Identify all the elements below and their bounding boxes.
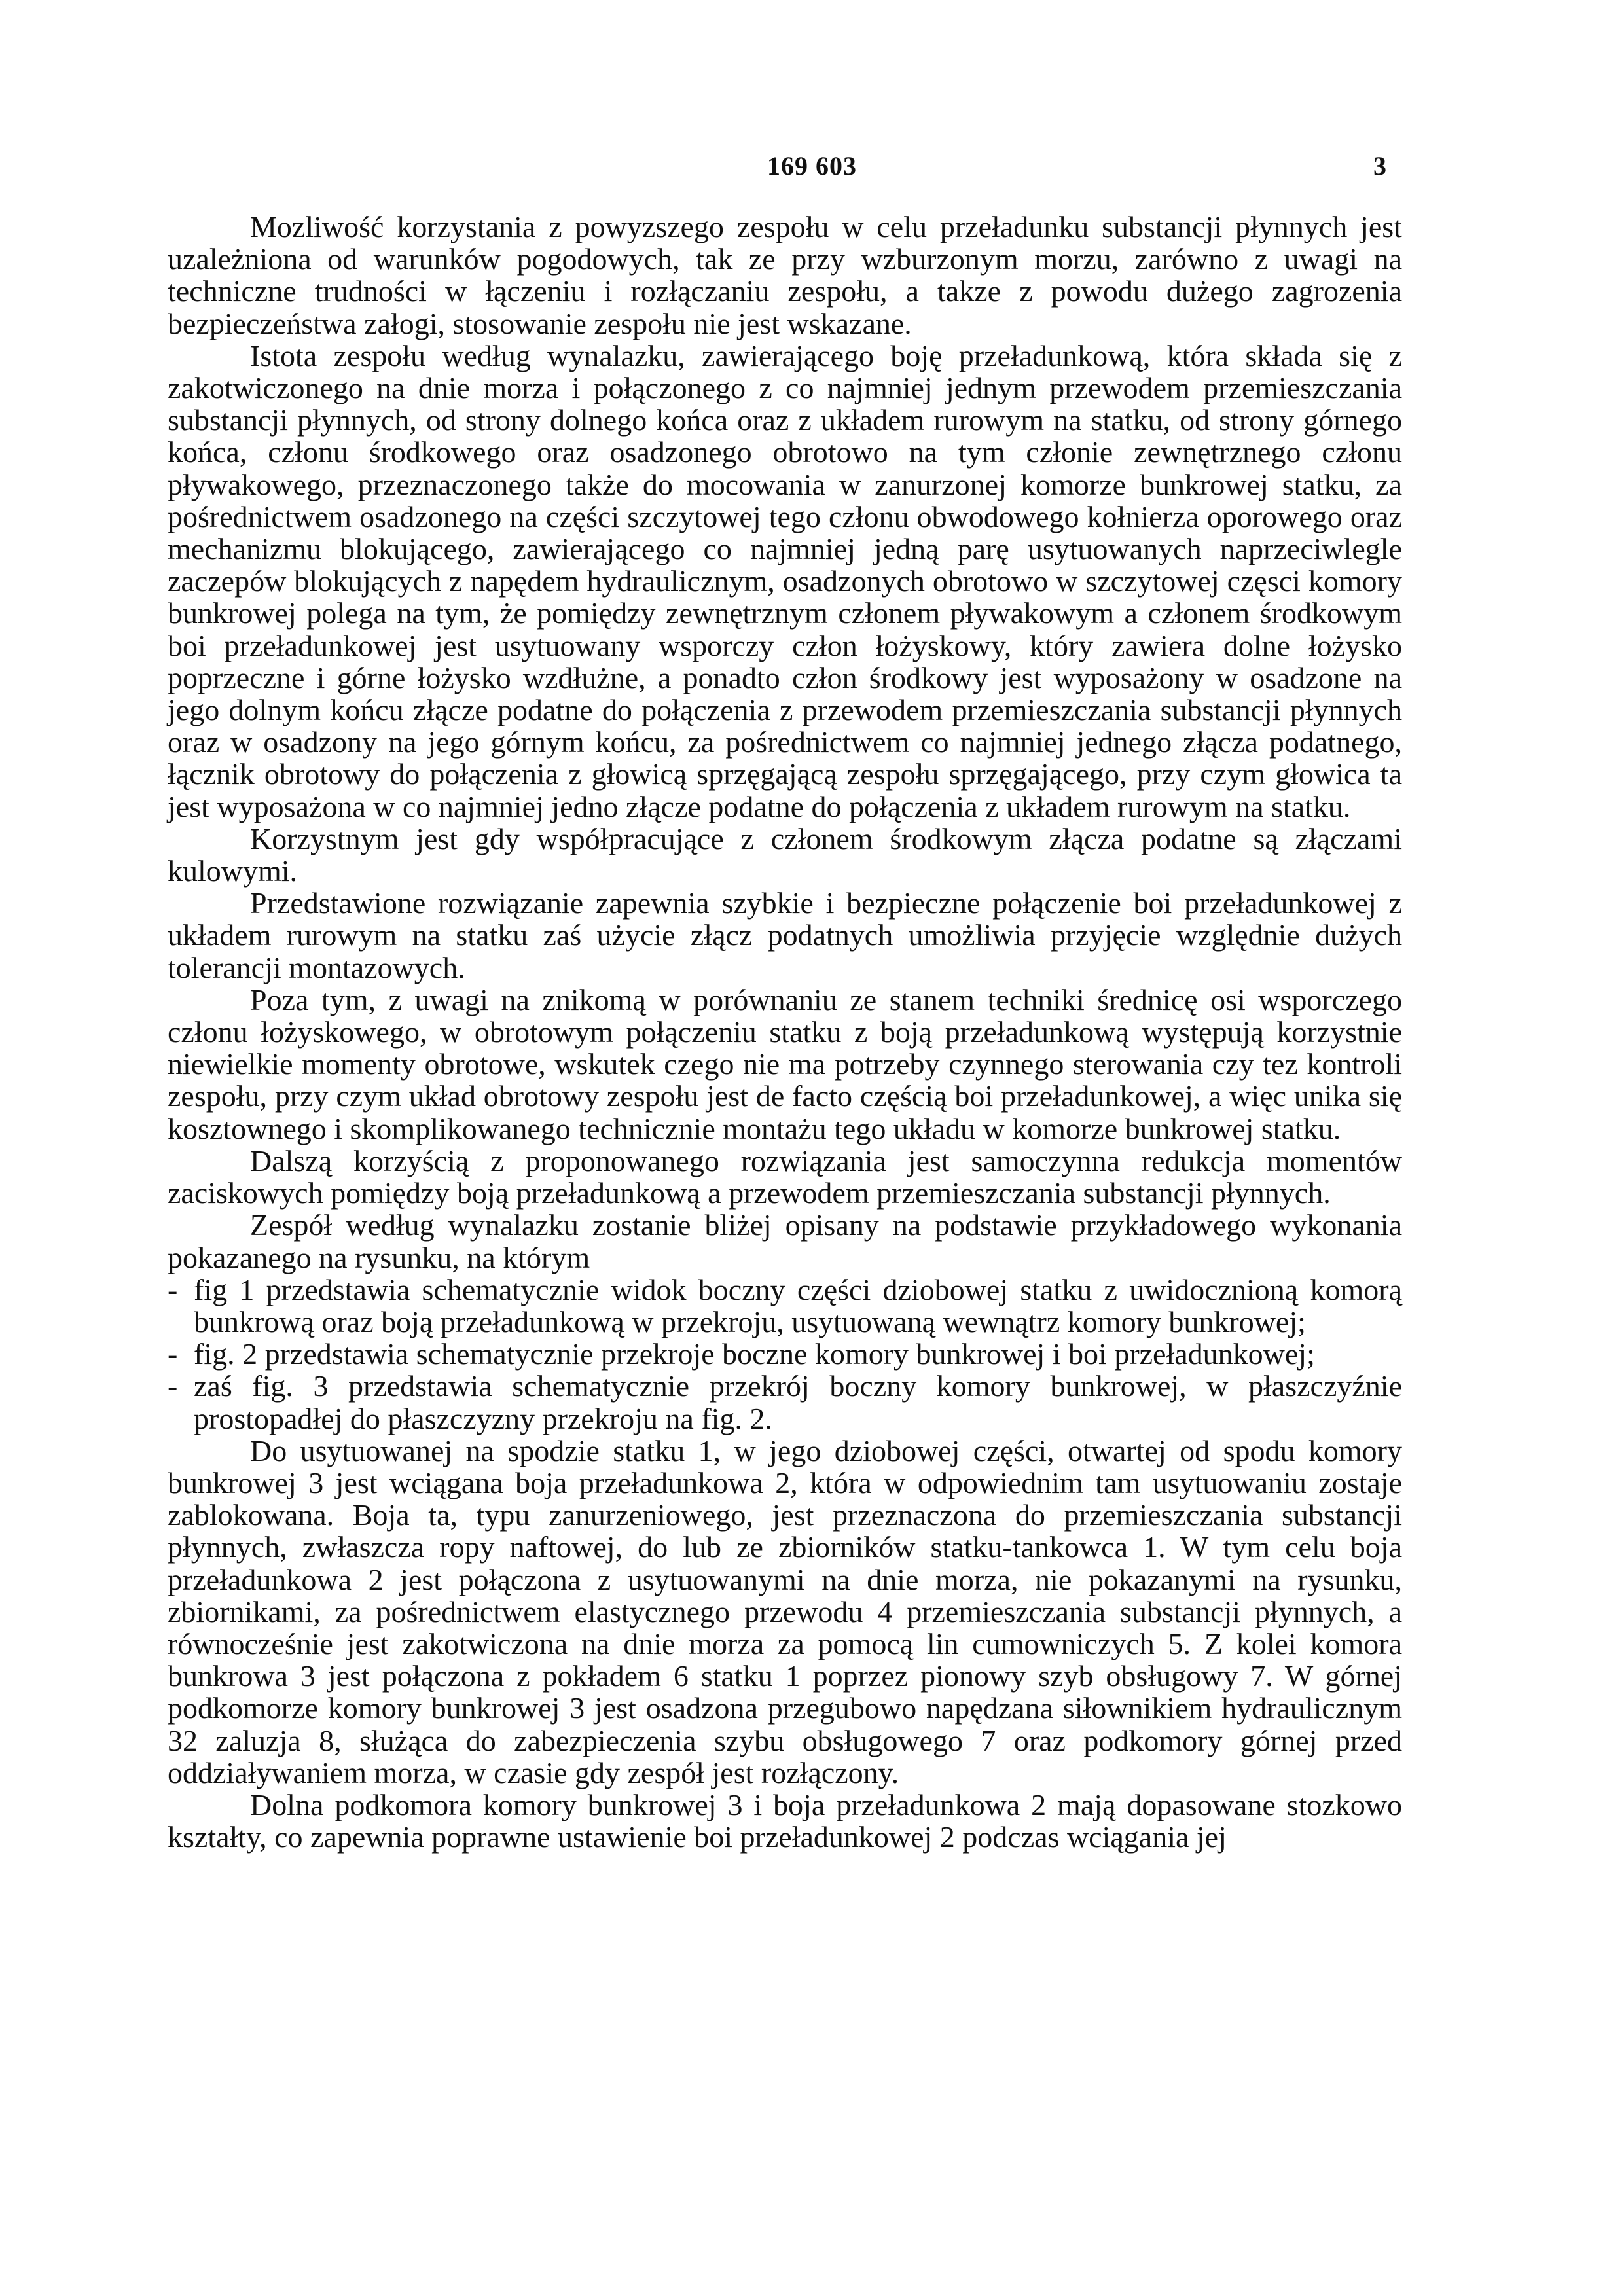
paragraph: Przedstawione rozwiązanie zapewnia szybkie i bezpieczne połączenie boi przeładunkowej z układem rurowym na statku zaś użycie złącz podatnych umożliwia przyjęcie względnie dużych tolerancji montazowych. (168, 886, 1402, 984)
list-item-text: zaś fig. 3 przedstawia schematycznie przekrój boczny komory bunkrowej, w płaszczyźnie prostopadłej do płaszczyzny przekroju na fig. 2. (194, 1369, 1402, 1435)
page-number: 3 (1373, 151, 1386, 181)
paragraph: Poza tym, z uwagi na znikomą w porównaniu ze stanem techniki średnicę osi wsporczego członu łożyskowego, w obrotowym połączeniu statku z boją przeładunkową występują korzystnie niewielkie momenty obrotowe, wskutek czego nie ma potrzeby czynnego sterowania czy tez kontroli zespołu, przy czym układ obrotowy zespołu jest de facto częścią boi przeładunkowej, a więc unika się kosztownego i skomplikowanego technicznie montażu tego układu w komorze bunkrowej statku. (168, 982, 1402, 1145)
paragraph: Dalszą korzyścią z proponowanego rozwiązania jest samoczynna redukcja momentów zaciskowych pomiędzy boją przeładunkową a przewodem przemieszczania substancji płynnych. (168, 1143, 1402, 1210)
paragraph: Korzystnym jest gdy współpracujące z członem środkowym złącza podatne są złączami kulowymi. (168, 821, 1402, 888)
paragraph: Mozliwość korzystania z powyzszego zespołu w celu przeładunku substancji płynnych jest uzależniona od warunków pogodowych, tak ze przy wzburzonym morzu, zarówno z uwagi na techniczne trudności w łączeniu i rozłączaniu zespołu, a takze z powodu dużego zagrozenia bezpieczeństwa załogi, stosowanie zespołu nie jest wskazane. (168, 210, 1402, 340)
list-marker: - (168, 1272, 178, 1306)
body-text (168, 211, 1402, 1853)
list-item-text: fig 1 przedstawia schematycznie widok boczny części dziobowej statku z uwidocznioną komorą bunkrową oraz boją przeładunkową w przekroju, usytuowaną wewnątrz komory bunkrowej; (194, 1272, 1402, 1338)
paragraph: Do usytuowanej na spodzie statku 1, w jego dziobowej części, otwartej od spodu komory bunkrowej 3 jest wciągana boja przeładunkowa 2, która w odpowiednim tam usytuowaniu zostaje zablokowana. Boja ta, typu zanurzeniowego, jest przeznaczona do przemieszczania substancji płynnych, zwłaszcza ropy naftowej, do lub ze zbiorników statku-tankowca 1. W tym celu boja przeładunkowa 2 jest połączona z usytuowanymi na dnie morza, nie pokazanymi na rysunku, zbiornikami, za pośrednictwem elastycznego przewodu 4 przemieszczania substancji płynnych, a równocześnie jest zakotwiczona na dnie morza za pomocą lin cumowniczych 5. Z kolei komora bunkrowa 3 jest połączona z pokładem 6 statku 1 poprzez pionowy szyb obsługowy 7. W górnej podkomorze komory bunkrowej 3 jest osadzona przegubowo napędzana siłownikiem hydraulicznym 32 zaluzja 8, służąca do zabezpieczenia szybu obsługowego 7 oraz podkomory górnej przed oddziaływaniem morza, w czasie gdy zespół jest rozłączony. (168, 1433, 1402, 1789)
paragraph: Dolna podkomora komory bunkrowej 3 i boja przeładunkowa 2 mają dopasowane stozkowo kształty, co zapewnia poprawne ustawienie boi przeładunkowej 2 podczas wciągania jej (168, 1787, 1402, 1854)
list-item (168, 1370, 1402, 1434)
figure-list (168, 1274, 1402, 1435)
list-marker: - (168, 1369, 178, 1403)
list-item-text: fig. 2 przedstawia schematycznie przekroje boczne komory bunkrowej i boi przeładunkowej; (194, 1337, 1315, 1371)
paragraph: Istota zespołu według wynalazku, zawierającego boję przeładunkową, która składa się z zakotwiczonego na dnie morza i połączonego z co najmniej jednym przewodem przemieszczania substancji płynnych, od strony dolnego końca oraz z układem rurowym na statku, od strony górnego końca, członu środkowego oraz osadzonego obrotowo na tym członie zewnętrznego członu pływakowego, przeznaczonego także do mocowania w zanurzonej komorze bunkrowej statku, za pośrednictwem osadzonego na części szczytowej tego członu obwodowego kołnierza oporowego oraz mechanizmu blokującego, zawierającego co najmniej jedną parę usytuowanych naprzeciwlegle zaczepów blokujących z napędem hydraulicznym, osadzonych obrotowo w szczytowej częsci komory bunkrowej polega na tym, że pomiędzy zewnętrznym członem pływakowym a członem środkowym boi przeładunkowej jest usytuowany wsporczy człon łożyskowy, który zawiera dolne łożysko poprzeczne i górne łożysko wzdłużne, a ponadto człon środkowy jest wyposażony w osadzone na jego dolnym końcu złącze podatne do połączenia z przewodem przemieszczania substancji płynnych oraz w osadzony na jego górnym końcu, za pośrednictwem co najmniej jednego złącza podatnego, łącznik obrotowy do połączenia z głowicą sprzęgającą zespołu sprzęgającego, przy czym głowica ta jest wyposażona w co najmniej jedno złącze podatne do połączenia z układem rurowym na statku. (168, 338, 1402, 823)
list-item (168, 1274, 1402, 1338)
document-number: 169 603 (767, 151, 857, 181)
paragraph: Zespół według wynalazku zostanie bliżej opisany na podstawie przykładowego wykonania pokazanego na rysunku, na którym (168, 1208, 1402, 1274)
list-item (168, 1338, 1402, 1370)
list-marker: - (168, 1337, 178, 1371)
